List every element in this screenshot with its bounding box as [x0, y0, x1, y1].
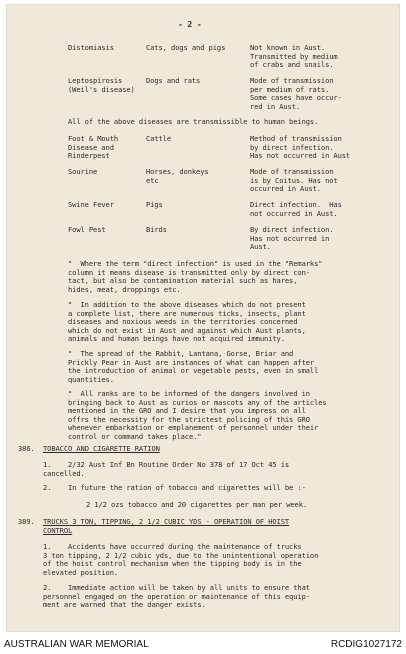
- item-line: personnel engaged on the operation or maintenance of this equip-: [43, 591, 310, 601]
- disease-remarks: Has not occurred in Aust: [250, 151, 351, 161]
- item-line: 2/32 Aust Inf Bn Routine Order No 378 of 17 Oct 45 is: [68, 460, 290, 469]
- item-number: 1.: [43, 542, 52, 551]
- disease-remarks: Some cases have occur-: [250, 93, 342, 103]
- transmissible-note: All of the above diseases are transmissible to human beings.: [68, 117, 319, 126]
- disease-remarks: red in Aust.: [250, 101, 301, 111]
- paragraph-line: bringing back to Aust as curios or mascots any of the articles: [68, 397, 327, 407]
- disease-remarks: Method of transmission: [250, 134, 342, 143]
- disease-remarks: of crabs and snails.: [250, 60, 334, 70]
- paragraph-line: tact, but also be contamination material such as hares,: [68, 276, 298, 286]
- disease-name: Disease and: [68, 142, 114, 152]
- disease-name: Foot & Mouth: [68, 134, 119, 143]
- disease-name: (Weil's disease): [68, 84, 135, 94]
- disease-remarks: Transmitted by medium: [250, 51, 338, 61]
- ration-line: 2 1/2 ozs tobacco and 20 cigarettes per man per week.: [86, 500, 308, 509]
- disease-hosts: Pigs: [146, 200, 163, 209]
- item-line: ment are warned that the danger exists.: [43, 600, 206, 610]
- paragraph-line: column it means disease is transmitted only by direct con-: [68, 267, 310, 277]
- disease-name: Sourine: [68, 167, 98, 176]
- item-line: In future the ration of tobacco and cigarettes will be :-: [68, 483, 306, 492]
- disease-remarks: Has not occurred in: [250, 233, 330, 243]
- item-line: cancelled.: [43, 468, 85, 478]
- order-title: TOBACCO AND CIGARETTE RATION: [43, 444, 160, 453]
- disease-remarks: Aust.: [250, 242, 271, 252]
- paragraph-line: Prickly Pear in Aust are instances of what can happen after: [68, 357, 315, 367]
- disease-remarks: is by Coitus. Has not: [250, 175, 338, 185]
- disease-hosts: Cattle: [146, 134, 172, 143]
- paragraph-line: diseases and noxious weeds in the territories concerned: [68, 317, 298, 327]
- paragraph-line: " Where the term "direct infection" is used in the "Remarks": [68, 259, 323, 268]
- paragraph-line: the introduction of animal or vegetable pests, even in small: [68, 366, 319, 376]
- paragraph-line: which do not exist in Aust and against which Aust plants,: [68, 325, 306, 335]
- paragraph-line: mentioned in the GRO and I desire that you impress on all: [68, 406, 306, 416]
- disease-name: Distomiasis: [68, 43, 114, 52]
- order-number: 386.: [18, 444, 35, 453]
- disease-remarks: per medium of rats.: [250, 84, 330, 94]
- page-number: - 2 -: [178, 20, 202, 29]
- item-line: of the hoist control mechanism when the tipping body is in the: [43, 559, 302, 569]
- order-title: CONTROL: [43, 525, 73, 535]
- paragraph-line: whenever embarkation or emplanement of personnel under their: [68, 423, 319, 433]
- paragraph-line: " All ranks are to be informed of the dangers involved in: [68, 389, 310, 398]
- paragraph-line: animals and human beings have not acquired immunity.: [68, 334, 285, 344]
- item-number: 1.: [43, 460, 52, 469]
- item-line: Immediate action will be taken by all units to ensure that: [68, 583, 310, 592]
- disease-hosts: etc: [146, 175, 159, 185]
- disease-remarks: Not known in Aust.: [250, 43, 326, 52]
- disease-name: Leptospirosis: [68, 76, 123, 85]
- paragraph-line: a complete list, there are numerous ticks, insects, plant: [68, 308, 306, 318]
- disease-remarks: not occurred in Aust.: [250, 208, 338, 218]
- disease-name: Rinderpest: [68, 151, 110, 161]
- disease-remarks: occurred in Aust.: [250, 184, 321, 194]
- item-number: 2.: [43, 583, 52, 592]
- paragraph-line: " The spread of the Rabbit, Lantana, Gorse, Briar and: [68, 349, 294, 358]
- disease-remarks: Mode of transmission: [250, 76, 334, 85]
- item-line: Accidents have occurred during the maintenance of trucks: [68, 542, 302, 551]
- disease-hosts: Horses, donkeys: [146, 167, 209, 176]
- disease-hosts: Birds: [146, 225, 167, 234]
- disease-name: Swine Fever: [68, 200, 114, 209]
- paragraph-line: quantities.: [68, 374, 114, 384]
- order-title: TRUCKS 3 TON, TIPPING, 2 1/2 CUBIC YDS - OPERATION OF HOIST: [43, 517, 290, 526]
- paragraph-line: control or command takes place.": [68, 432, 202, 441]
- document-page: [6, 4, 400, 632]
- disease-remarks: Direct infection. Has: [250, 200, 342, 209]
- disease-name: Fowl Pest: [68, 225, 106, 234]
- order-number: 389.: [18, 517, 35, 526]
- disease-hosts: Dogs and rats: [146, 76, 201, 85]
- archive-id: RCDIG1027172: [330, 639, 402, 650]
- paragraph-line: " In addition to the above diseases which do not present: [68, 300, 306, 309]
- disease-remarks: by direct infection.: [250, 142, 334, 152]
- disease-remarks: By direct infection.: [250, 225, 334, 234]
- item-number: 2.: [43, 483, 52, 492]
- archive-footer: [0, 636, 406, 654]
- item-line: elevated position.: [43, 567, 119, 577]
- item-line: 3 ton tipping, 2 1/2 cubic yds, due to the unintentional operation: [43, 550, 319, 560]
- disease-remarks: Mode of transmission: [250, 167, 334, 176]
- paragraph-line: hides, meat, droppings etc.: [68, 284, 181, 294]
- paragraph-line: offrs the necessity for the strictest policing of this GRO: [68, 414, 310, 424]
- disease-hosts: Cats, dogs and pigs: [146, 43, 226, 52]
- archive-name: AUSTRALIAN WAR MEMORIAL: [4, 639, 149, 650]
